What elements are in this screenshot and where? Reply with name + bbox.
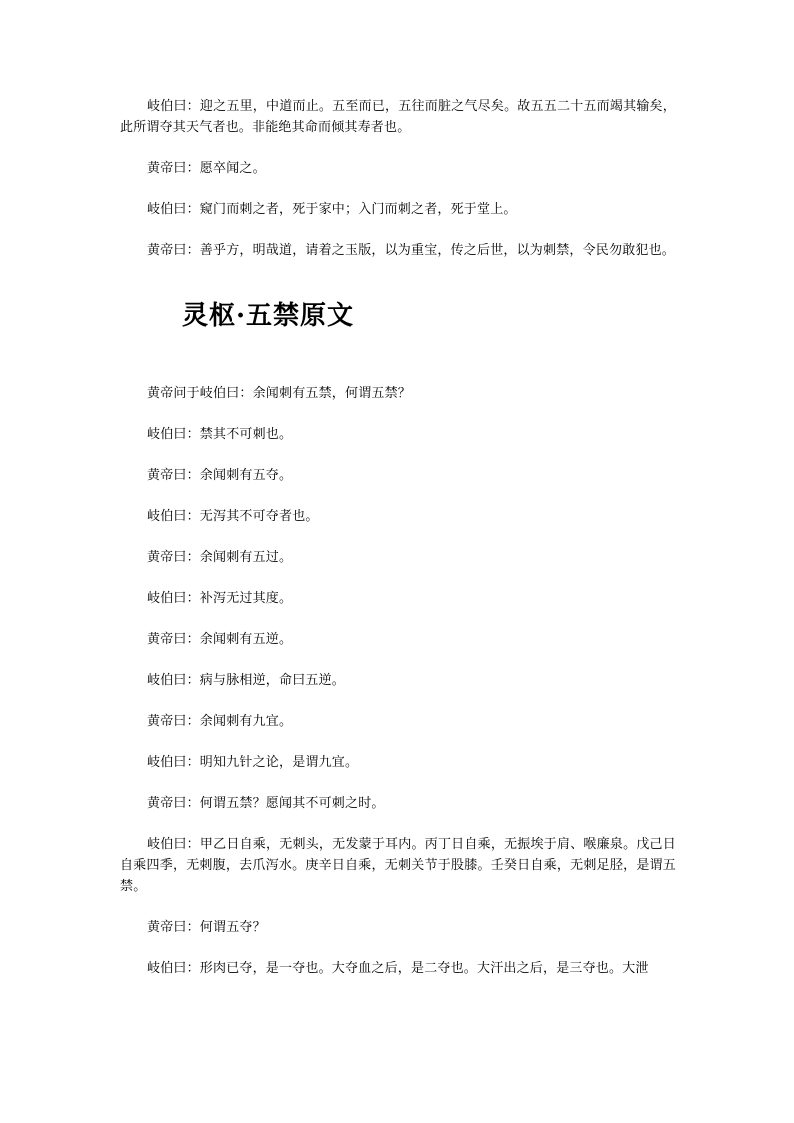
paragraph: 黄帝曰：善乎方，明哉道，请着之玉版，以为重宝，传之后世，以为刺禁，令民勿敢犯也。 [147, 243, 676, 258]
document-body [120, 96, 676, 979]
paragraph: 黄帝曰：愿卒闻之。 [147, 161, 266, 176]
paragraph: 黄帝曰：余闻刺有五夺。 [147, 468, 293, 483]
paragraph: 岐伯曰：补泻无过其度。 [147, 591, 293, 606]
paragraph: 岐伯曰：禁其不可刺也。 [147, 427, 293, 442]
paragraph: 黄帝曰：何谓五禁？愿闻其不可刺之时。 [147, 796, 385, 811]
paragraph: 岐伯曰：病与脉相逆，命曰五逆。 [147, 673, 346, 688]
paragraph: 黄帝问于岐伯曰：余闻刺有五禁，何谓五禁？ [147, 386, 412, 401]
heading-spacer [120, 333, 676, 383]
paragraph: 黄帝曰：余闻刺有九宜。 [147, 714, 293, 729]
paragraph: 黄帝曰：余闻刺有五过。 [147, 550, 293, 565]
paragraph: 岐伯曰：窥门而刺之者，死于家中；入门而刺之者，死于堂上。 [147, 202, 517, 217]
paragraph: 黄帝曰：何谓五夺？ [147, 920, 266, 935]
paragraph: 黄帝曰：余闻刺有五逆。 [147, 632, 293, 647]
paragraph: 岐伯曰：甲乙日自乘，无刺头，无发蒙于耳内。丙丁日自乘，无振埃于肩、喉廉泉。戊己日自乘四季，无刺腹，去爪泻水。庚辛日自乘，无刺关节于股膝。壬癸日自乘，无刺足胫，是谓五禁。 [120, 837, 676, 894]
paragraph: 岐伯曰：形肉已夺，是一夺也。大夺血之后，是二夺也。大汗出之后，是三夺也。大泄 [147, 961, 649, 976]
section-title: 灵枢·五禁原文 [182, 301, 355, 331]
paragraph: 岐伯曰：无泻其不可夺者也。 [147, 509, 319, 524]
paragraph: 岐伯曰：迎之五里，中道而止。五至而已，五往而脏之气尽矣。故五五二十五而竭其输矣，此所谓夺其天气者也。非能绝其命而倾其寿者也。 [120, 99, 676, 135]
paragraph: 岐伯曰：明知九针之论，是谓九宜。 [147, 755, 359, 770]
